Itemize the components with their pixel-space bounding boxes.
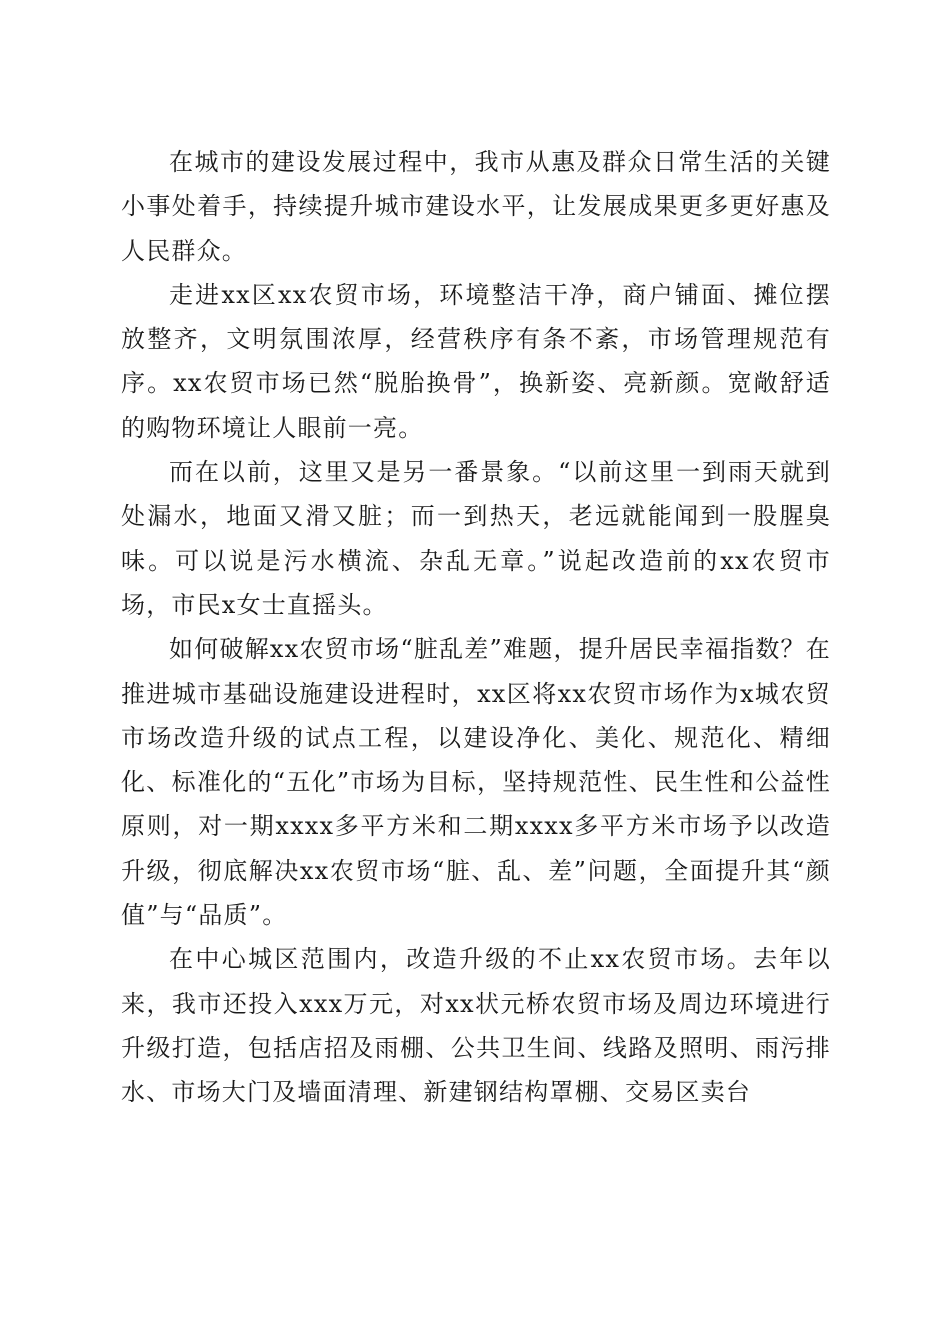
paragraph-1: 在城市的建设发展过程中，我市从惠及群众日常生活的关键小事处着手，持续提升城市建设水平，让发展成果更多更好惠及人民群众。	[121, 148, 831, 265]
paragraph-4: 如何破解xx农贸市场“脏乱差”难题，提升居民幸福指数？在推进城市基础设施建设进程时，xx区将xx农贸市场作为x城农贸市场改造升级的试点工程，以建设净化、美化、规范化、精细化、标准化的“五化”市场为目标，坚持规范性、民生性和公益性原则，对一期xxxx多平方米和二期xxxx多平方米市场予以改造升级，彻底解决xx农贸市场“脏、乱、差”问题，全面提升其“颜值”与“品质”。	[121, 635, 831, 930]
paragraph-2: 走进xx区xx农贸市场，环境整洁干净，商户铺面、摊位摆放整齐，文明氛围浓厚，经营秩序有条不紊，市场管理规范有序。xx农贸市场已然“脱胎换骨”，换新姿、亮新颜。宽敞舒适的购物环境让人眼前一亮。	[121, 280, 831, 442]
document-body	[121, 140, 831, 1115]
paragraph-5: 在中心城区范围内，改造升级的不止xx农贸市场。去年以来，我市还投入xxx万元，对xx状元桥农贸市场及周边环境进行升级打造，包括店招及雨棚、公共卫生间、线路及照明、雨污排水、市场大门及墙面清理、新建钢结构罩棚、交易区卖台	[121, 945, 831, 1107]
paragraph-3: 而在以前，这里又是另一番景象。“以前这里一到雨天就到处漏水，地面又滑又脏；而一到热天，老远就能闻到一股腥臭味。可以说是污水横流、杂乱无章。”说起改造前的xx农贸市场，市民x女士直摇头。	[121, 458, 831, 619]
